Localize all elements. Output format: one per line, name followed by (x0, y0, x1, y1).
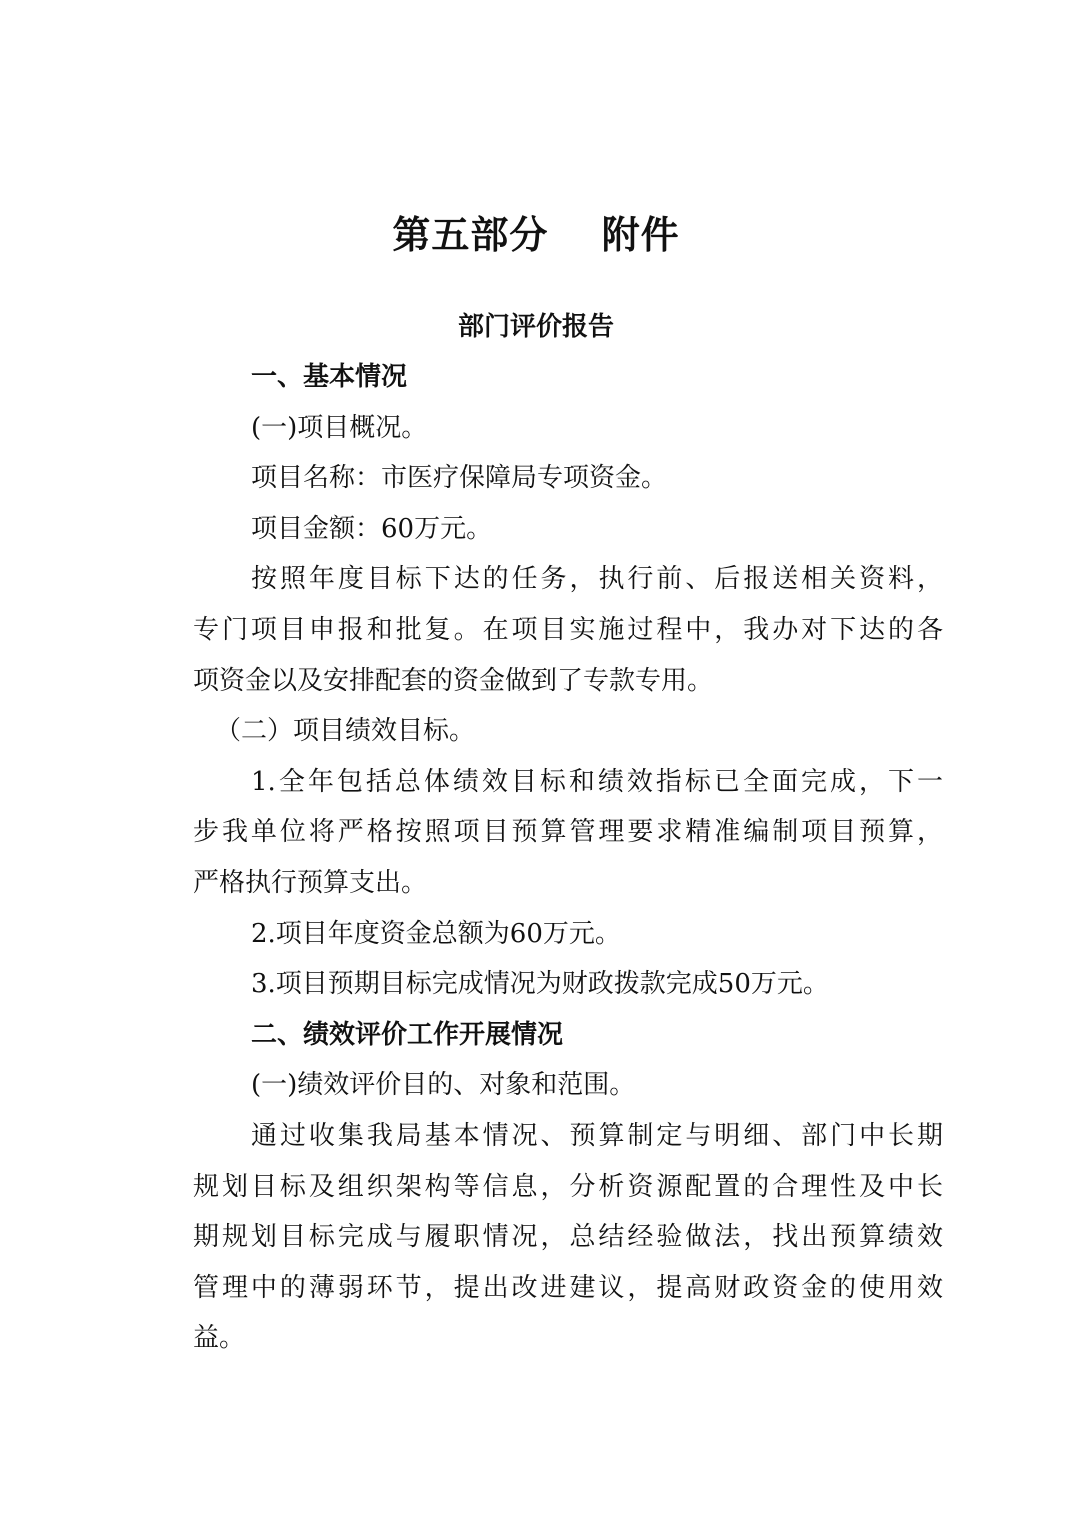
paragraph-line: 项资金以及安排配套的资金做到了专款专用。 (193, 665, 714, 696)
paragraph-line: 专门项目申报和批复。在项目实施过程中，我办对下达的各 (193, 614, 943, 645)
page-title: 第五部分 附件 (392, 212, 680, 257)
document-body (193, 352, 943, 1364)
subsection-heading: (一)项目概况。 (251, 412, 428, 443)
list-item (193, 757, 943, 909)
paragraph-line: 1.全年包括总体绩效目标和绩效指标已全面完成，下一 (251, 766, 943, 797)
report-title: 部门评价报告 (457, 312, 614, 342)
section-heading-2: 二、绩效评价工作开展情况 (251, 1019, 564, 1050)
paragraph-line: 步我单位将严格按照项目预算管理要求精准编制项目预算， (193, 817, 943, 848)
paragraph (193, 1111, 943, 1364)
section-heading-1: 一、基本情况 (251, 362, 408, 392)
list-item: 2.项目年度资金总额为60万元。 (251, 918, 621, 949)
paragraph-line: 按照年度目标下达的任务，执行前、后报送相关资料， (251, 564, 943, 595)
paragraph-line: 规划目标及组织架构等信息，分析资源配置的合理性及中长 (193, 1171, 943, 1202)
paragraph-line: 期规划目标完成与履职情况，总结经验做法，找出预算绩效 (193, 1222, 943, 1253)
list-item: 3.项目预期目标完成情况为财政拨款完成50万元。 (251, 969, 829, 1000)
paragraph (193, 554, 943, 706)
project-amount: 项目金额：60万元。 (251, 513, 493, 544)
paragraph-line: 益。 (193, 1323, 246, 1354)
paragraph-line: 通过收集我局基本情况、预算制定与明细、部门中长期 (251, 1120, 943, 1151)
paragraph-line: 严格执行预算支出。 (193, 867, 428, 898)
paragraph-line: 管理中的薄弱环节，提出改进建议，提高财政资金的使用效 (193, 1272, 943, 1303)
subsection-heading: (一)绩效评价目的、对象和范围。 (251, 1070, 636, 1101)
project-name: 项目名称：市医疗保障局专项资金。 (251, 463, 668, 494)
subsection-heading: （二）项目绩效目标。 (215, 716, 476, 747)
